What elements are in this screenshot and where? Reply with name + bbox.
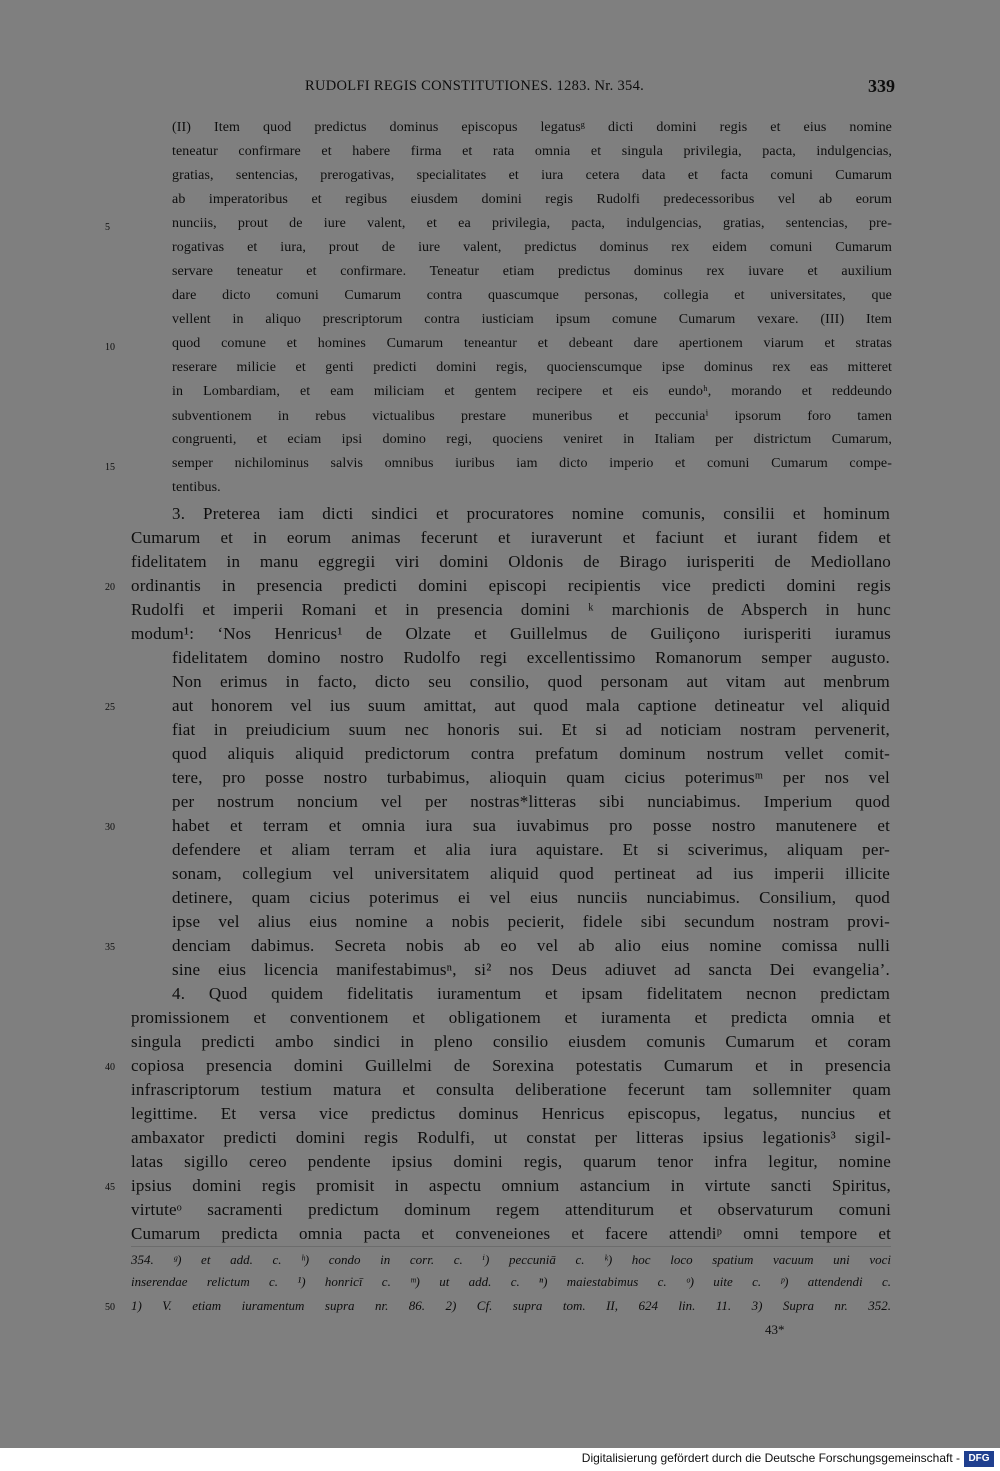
text-line: fidelitatem in manu eggregii viri domini Oldonis de Birago iurisperiti de Mediollano	[131, 552, 891, 571]
text-line: 3. Preterea iam dicti sindici et procuratores nomine comunis, consilii et hominum	[172, 504, 890, 523]
text-line: denciam dabimus. Secreta nobis ab eo vel ab alio eius nomine comissa nulli	[172, 936, 890, 955]
text-line: dare dicto comuni Cumarum contra quascumque personas, collegia et universitates, que	[172, 288, 892, 303]
text-line: 4. Quod quidem fidelitatis iuramentum et ipsam fidelitatem necnon predictam	[172, 984, 890, 1003]
margin-line-number: 10	[105, 342, 115, 353]
footnote-separator	[131, 1246, 891, 1247]
text-line: semper nichilominus salvis omnibus iuribus iam dicto imperio et comuni Cumarum compe-	[172, 456, 892, 471]
margin-line-number: 35	[105, 942, 115, 953]
text-line: promissionem et conventionem et obligationem et iuramenta et predicta omnia et	[131, 1008, 891, 1027]
text-line: ordinantis in presencia predicti domini episcopi recipientis vice predicti domini regis	[131, 576, 891, 595]
text-line: fidelitatem domino nostro Rudolfo regi excellentissimo Romanorum semper augusto.	[172, 648, 890, 667]
text-line: tentibus.	[172, 480, 221, 495]
text-line: latas sigillo cereo pendente ipsius domini regis, quarum tenor infra legitur, nomine	[131, 1152, 891, 1171]
footer-bar	[0, 1448, 1000, 1471]
footnote-line: inserendae relictum c. ¹) honricī c. ᵐ) ut add. c. ⁿ) maiestabimus c. ᵒ) uite c. ᵖ) attendendi c.	[131, 1274, 891, 1289]
text-line: teneatur confirmare et habere firma et rata omnia et singula privilegia, pacta, indulgencias,	[172, 144, 892, 159]
text-line: Cumarum predicta omnia pacta et conveneiones et facere attendiᵖ omni tempore et	[131, 1224, 891, 1243]
dfg-logo: DFG	[964, 1451, 994, 1467]
text-line: tere, pro posse nostro turbabimus, alioquin quam cicius poterimusᵐ per nos vel	[172, 768, 890, 787]
text-line: ab imperatoribus et regibus eiusdem domini regis Rudolfi predecessoribus vel ab eorum	[172, 192, 892, 207]
text-line: in Lombardiam, et eam miliciam et gentem recipere et eis eundoʰ, morando et reddeundo	[172, 384, 892, 399]
text-line: Cumarum et in eorum animas fecerunt et iuraverunt et faciunt et iurant fidem et	[131, 528, 891, 547]
text-line: congruenti, et eciam ipsi domino regi, quociens veniret in Italiam per districtum Cumarum,	[172, 432, 892, 447]
text-line: ambaxator predicti domini regis Rodulfi, ut constat per litteras ipsius legationis³ sigil-	[131, 1128, 891, 1147]
text-line: rogativas et iura, prout de iure valent, predictus dominus rex eidem comuni Cumarum	[172, 240, 892, 255]
text-line: gratias, sentencias, prerogativas, specialitates et iura cetera data et facta comuni Cumarum	[172, 168, 892, 183]
text-line: aut honorem vel ius suum amittat, aut quod mala captione detineatur vel aliquid	[172, 696, 890, 715]
funding-notice: Digitalisierung gefördert durch die Deutsche Forschungsgemeinschaft -	[581, 1451, 960, 1465]
text-line: reserare milicie et genti predicti domini regis, quocienscumque ipse dominus rex eas mitteret	[172, 360, 892, 375]
text-line: fiat in preiudicium suum nec honoris sui. Et si ad noticiam nostram pervenerit,	[172, 720, 890, 739]
text-line: per nostrum noncium vel per nostras*litteras sibi nunciabimus. Imperium quod	[172, 792, 890, 811]
text-line: detinere, quam cicius poterimus ei vel eius nunciis nunciabimus. Consilium, quod	[172, 888, 890, 907]
text-line: vellent in aliquo prescriptorum contra iusticiam ipsum comune Cumarum vexare. (III) Item	[172, 312, 892, 327]
text-line: virtuteᵒ sacramenti predictum dominum regem attenditurum et observaturum comuni	[131, 1200, 891, 1219]
running-title: RUDOLFI REGIS CONSTITUTIONES. 1283. Nr. 354.	[305, 78, 645, 94]
margin-line-number: 5	[105, 222, 110, 233]
text-line: quod comune et homines Cumarum teneantur et debeant dare apertionem viarum et stratas	[172, 336, 892, 351]
text-line: copiosa presencia domini Guillelmi de Sorexina potestatis Cumarum et in presencia	[131, 1056, 891, 1075]
signature-mark: 43*	[765, 1322, 785, 1337]
page-header	[305, 78, 895, 104]
footnote-line: 1) V. etiam iuramentum supra nr. 86. 2) Cf. supra tom. II, 624 lin. 11. 3) Supra nr. 352.	[131, 1298, 891, 1313]
margin-line-number: 40	[105, 1062, 115, 1073]
text-line: defendere et aliam terram et alia iura aquistare. Et si sciverimus, aliquam per-	[172, 840, 890, 859]
text-line: ipsius domini regis promisit in aspectu omnium astancium in virtute sancti Spiritus,	[131, 1176, 891, 1195]
text-line: sonam, collegium vel universitatem aliquid quod pertineat ad ius imperii illicite	[172, 864, 890, 883]
text-line: quod aliquis aliquid predictorum contra prefatum dominum nostrum vellet comit-	[172, 744, 890, 763]
margin-line-number: 15	[105, 462, 115, 473]
margin-line-number: 45	[105, 1182, 115, 1193]
footnote-line: 354. ᵍ) et add. c. ʰ) condo in corr. c. ⁱ) peccuniā c. ᵏ) hoc loco spatium vacuum uni voci	[131, 1252, 891, 1267]
text-line: nunciis, prout de iure valent, et ea privilegia, pacta, indulgencias, gratias, sentencias, pre-	[172, 216, 892, 231]
text-line: servare teneatur et confirmare. Teneatur etiam predictus dominus rex iuvare et auxilium	[172, 264, 892, 279]
text-line: Non erimus in facto, dicto seu consilio, quod personam aut vitam aut menbrum	[172, 672, 890, 691]
text-line: subventionem in rebus victualibus prestare muneribus et peccuniaⁱ ipsorum foro tamen	[172, 409, 892, 424]
text-line: (II) Item quod predictus dominus episcopus legatusᵍ dicti domini regis et eius nomine	[172, 120, 892, 135]
text-line: Rudolfi et imperii Romani et in presencia domini ᵏ marchionis de Absperch in hunc	[131, 600, 891, 619]
text-line: legittime. Et versa vice predictus dominus Henricus episcopus, legatus, nuncius et	[131, 1104, 891, 1123]
text-line: sine eius licencia manifestabimusⁿ, si² nos Deus adiuvet ad sancta Dei evangelia’.	[172, 960, 890, 979]
text-line: ipse vel alius eius nomine a nobis pecierit, fidele sibi secundum nostram provi-	[172, 912, 890, 931]
margin-line-number: 20	[105, 582, 115, 593]
page-number: 339	[868, 76, 895, 96]
text-line: habet et terram et omnia iura sua iuvabimus pro posse nostro manutenere et	[172, 816, 890, 835]
text-line: infrascriptorum testium matura et consulta deliberatione fecerunt tam sollemniter quam	[131, 1080, 891, 1099]
text-line: modum¹: ‘Nos Henricus¹ de Olzate et Guillelmus de Guiliçono iurisperiti iuramus	[131, 624, 891, 643]
margin-line-number: 25	[105, 702, 115, 713]
text-line: singula predicti ambo sindici in pleno consilio eiusdem comunis Cumarum et coram	[131, 1032, 891, 1051]
margin-line-number: 30	[105, 822, 115, 833]
margin-line-number: 50	[105, 1302, 115, 1313]
